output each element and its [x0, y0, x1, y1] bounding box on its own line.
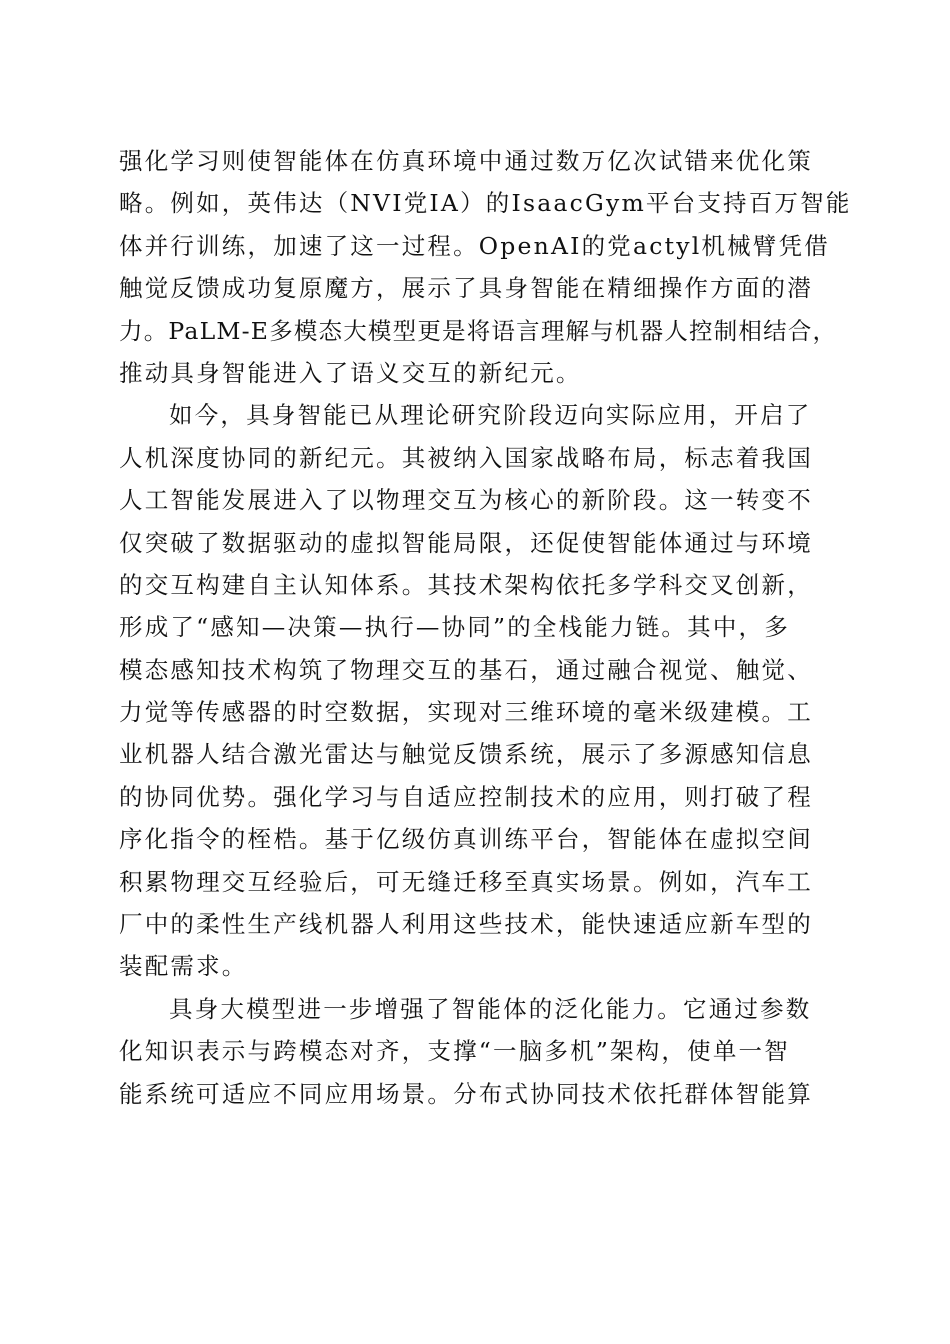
text-line: 力觉等传感器的时空数据，实现对三维环境的毫米级建模。工	[119, 698, 813, 727]
text-line: 模态感知技术构筑了物理交互的基石，通过融合视觉、触觉、	[119, 655, 813, 684]
text-line: 具身大模型进一步增强了智能体的泛化能力。它通过参数	[169, 994, 812, 1023]
text-line: 人工智能发展进入了以物理交互为核心的新阶段。这一转变不	[119, 486, 813, 515]
text-line: 的交互构建自主认知体系。其技术架构依托多学科交叉创新，	[119, 570, 813, 599]
text-line: 序化指令的桎梏。基于亿级仿真训练平台，智能体在虚拟空间	[119, 825, 813, 854]
text-line: 力。PaLM-E多模态大模型更是将语言理解与机器人控制相结合，	[119, 316, 838, 345]
text-line: 化知识表示与跨模态对齐，支撑“一脑多机”架构，使单一智	[119, 1037, 790, 1066]
text-line: 厂中的柔性生产线机器人利用这些技术，能快速适应新车型的	[119, 910, 813, 939]
text-line: 如今，具身智能已从理论研究阶段迈向实际应用，开启了	[169, 401, 812, 430]
text-line: 仅突破了数据驱动的虚拟智能局限，还促使智能体通过与环境	[119, 528, 813, 557]
text-line: 强化学习则使智能体在仿真环境中通过数万亿次试错来优化策	[119, 147, 813, 175]
text-line: 形成了“感知—决策—执行—协同”的全栈能力链。其中，多	[119, 613, 790, 642]
paragraph-1	[119, 140, 852, 394]
text-line: 人机深度协同的新纪元。其被纳入国家战略布局，标志着我国	[119, 443, 813, 472]
paragraph-3	[119, 988, 831, 1115]
paragraph-2	[119, 394, 831, 987]
body-text	[119, 140, 852, 1115]
text-line: 略。例如，英伟达（NVI党IA）的IsaacGym平台支持百万智能	[119, 189, 852, 218]
text-line: 装配需求。	[119, 952, 248, 981]
text-line: 能系统可适应不同应用场景。分布式协同技术依托群体智能算	[119, 1079, 813, 1108]
text-line: 业机器人结合激光雷达与触觉反馈系统，展示了多源感知信息	[119, 740, 813, 769]
text-line: 触觉反馈成功复原魔方，展示了具身智能在精细操作方面的潜	[119, 274, 813, 303]
text-line: 体并行训练，加速了这一过程。OpenAI的党actyl机械臂凭借	[119, 231, 830, 260]
text-line: 积累物理交互经验后，可无缝迁移至真实场景。例如，汽车工	[119, 867, 813, 896]
text-line: 的协同优势。强化学习与自适应控制技术的应用，则打破了程	[119, 782, 813, 811]
text-line: 推动具身智能进入了语义交互的新纪元。	[119, 358, 582, 387]
